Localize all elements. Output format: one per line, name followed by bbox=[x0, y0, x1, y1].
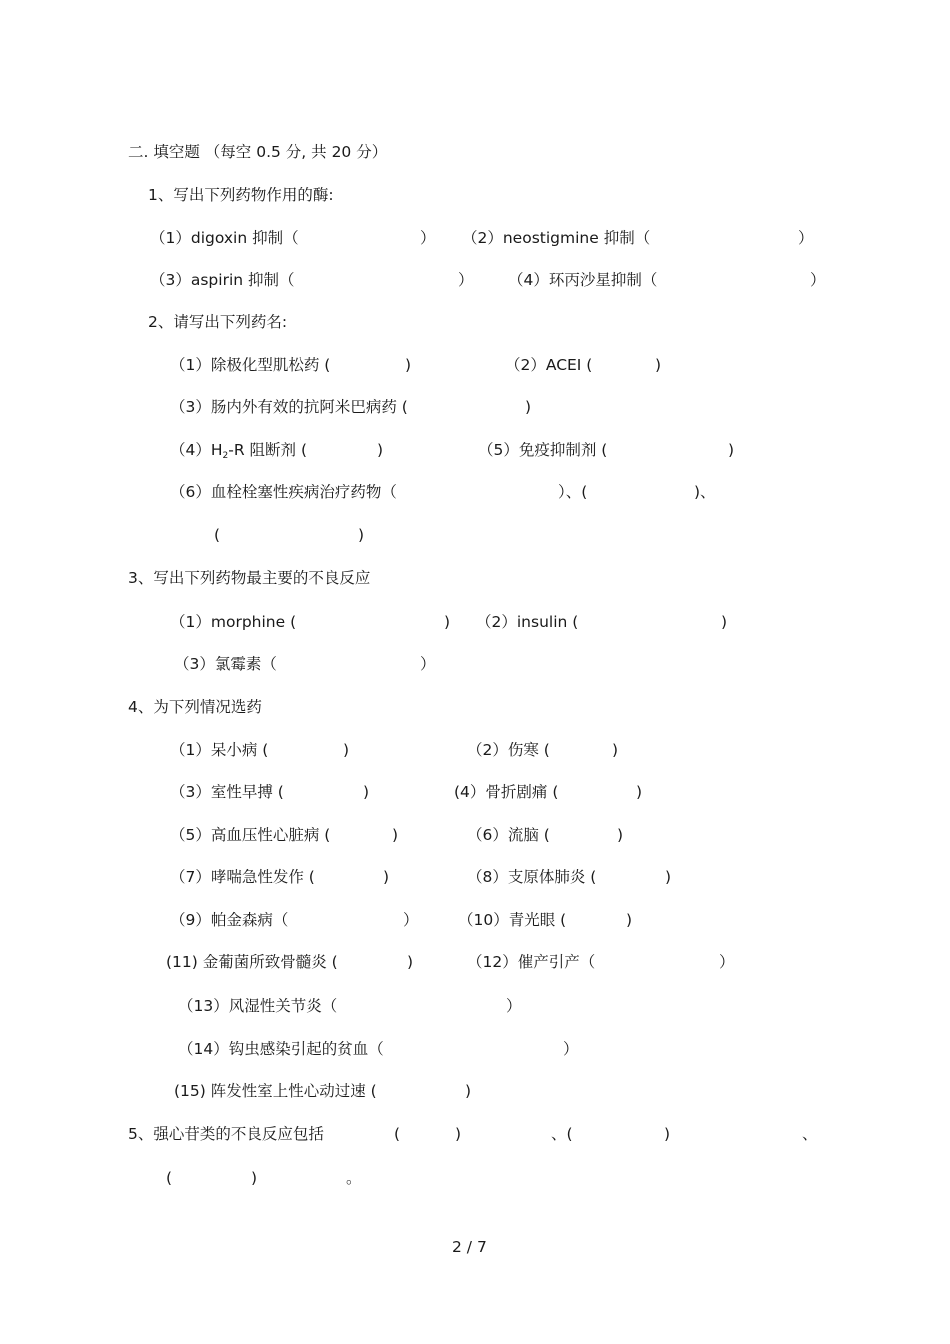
q4-item-3-close: ) bbox=[363, 783, 370, 801]
q4-item-7: （7）哮喘急性发作 ( bbox=[170, 868, 315, 886]
q4-item-13-close: ） bbox=[506, 997, 522, 1015]
q4-item-10-close: ) bbox=[626, 911, 633, 929]
q4-item-6: （6）流脑 ( bbox=[467, 826, 550, 844]
q1-item-1-close: ） bbox=[420, 229, 436, 247]
q2-item-6-sep-2: )、 bbox=[694, 483, 716, 501]
q4-item-2-close: ) bbox=[612, 741, 619, 759]
q2-item-6: （6）血栓栓塞性疾病治疗药物（ bbox=[170, 483, 397, 501]
q3-item-1: （1）morphine ( bbox=[170, 613, 297, 631]
q4-item-4: (4）骨折剧痛 ( bbox=[454, 783, 559, 801]
q4-item-6-close: ) bbox=[617, 826, 624, 844]
q4-item-2: （2）伤寒 ( bbox=[467, 741, 550, 759]
q4-item-8: （8）支原体肺炎 ( bbox=[467, 868, 597, 886]
section-heading: 二. 填空题 （每空 0.5 分, 共 20 分） bbox=[128, 143, 388, 161]
q2-item-3: （3）肠内外有效的抗阿米巴病药 ( bbox=[170, 398, 408, 416]
q2-item-6-sep-1: ）、( bbox=[558, 483, 588, 501]
q5-blank-1-close: ) bbox=[455, 1125, 462, 1143]
q5-separator: 、 bbox=[802, 1125, 818, 1143]
q1-item-3-close: ） bbox=[458, 271, 474, 289]
q3-item-1-close: ) bbox=[444, 613, 451, 631]
q2-item-2: （2）ACEI ( bbox=[505, 356, 593, 374]
q2-item-6-cont-close: ) bbox=[358, 526, 365, 544]
q1-item-2-close: ） bbox=[798, 229, 814, 247]
q1-item-2: （2）neostigmine 抑制（ bbox=[462, 229, 651, 247]
q4-item-5-close: ) bbox=[392, 826, 399, 844]
q5-title: 5、强心苷类的不良反应包括 bbox=[128, 1125, 324, 1143]
q4-item-7-close: ) bbox=[383, 868, 390, 886]
q4-item-10: （10）青光眼 ( bbox=[458, 911, 567, 929]
q4-title: 4、为下列情况选药 bbox=[128, 698, 262, 716]
q4-item-12-close: ） bbox=[719, 953, 735, 971]
q3-item-3-close: ） bbox=[420, 655, 436, 673]
q4-item-1: （1）呆小病 ( bbox=[170, 741, 269, 759]
q2-item-3-close: ) bbox=[525, 398, 532, 416]
q2-title: 2、请写出下列药名: bbox=[148, 313, 288, 331]
q4-item-13: （13）风湿性关节炎（ bbox=[178, 997, 338, 1015]
q2-item-2-close: ) bbox=[655, 356, 662, 374]
q5-blank-3-open: ( bbox=[166, 1169, 173, 1187]
q4-item-15: (15) 阵发性室上性心动过速 ( bbox=[174, 1082, 377, 1100]
q1-item-1: （1）digoxin 抑制（ bbox=[150, 229, 299, 247]
q2-item-1-close: ) bbox=[405, 356, 412, 374]
q4-item-9-close: ） bbox=[403, 911, 419, 929]
q5-blank-3-close: ) bbox=[251, 1169, 258, 1187]
q4-item-1-close: ) bbox=[343, 741, 350, 759]
q3-item-2: （2）insulin ( bbox=[476, 613, 579, 631]
q2-item-1: （1）除极化型肌松药 ( bbox=[170, 356, 331, 374]
q2-item-6-cont-open: ( bbox=[214, 526, 221, 544]
q5-blank-1-open: ( bbox=[394, 1125, 401, 1143]
q5-blank-2-open: 、( bbox=[551, 1125, 573, 1143]
q3-item-2-close: ) bbox=[721, 613, 728, 631]
q3-title: 3、写出下列药物最主要的不良反应 bbox=[128, 569, 371, 587]
q4-item-11-close: ) bbox=[407, 953, 414, 971]
q2-item-5-close: ) bbox=[728, 441, 735, 459]
q3-item-3: （3）氯霉素（ bbox=[174, 655, 277, 673]
q4-item-8-close: ) bbox=[665, 868, 672, 886]
q1-title: 1、写出下列药物作用的酶: bbox=[148, 186, 334, 204]
q4-item-4-close: ) bbox=[636, 783, 643, 801]
q4-item-14: （14）钩虫感染引起的贫血（ bbox=[178, 1040, 384, 1058]
q4-item-3: （3）室性早搏 ( bbox=[170, 783, 284, 801]
q4-item-12: （12）催产引产（ bbox=[467, 953, 596, 971]
q1-item-4: （4）环丙沙星抑制（ bbox=[508, 271, 658, 289]
q2-item-4-close: ) bbox=[377, 441, 384, 459]
q5-end-mark: 。 bbox=[346, 1169, 362, 1187]
q4-item-9: （9）帕金森病（ bbox=[170, 911, 289, 929]
q4-item-15-close: ) bbox=[465, 1082, 472, 1100]
q2-item-4: $(4)H_2-R$ 阻断剂 ( bbox=[170, 441, 308, 461]
q4-item-5: （5）高血压性心脏病 ( bbox=[170, 826, 331, 844]
page-number: 2 / 7 bbox=[452, 1238, 487, 1256]
q1-item-3: （3）aspirin 抑制（ bbox=[150, 271, 295, 289]
q5-blank-2-close: ) bbox=[664, 1125, 671, 1143]
q1-item-4-close: ） bbox=[810, 271, 826, 289]
q4-item-11: (11) 金葡菌所致骨髓炎 ( bbox=[166, 953, 338, 971]
q2-item-5: （5）免疫抑制剂 ( bbox=[478, 441, 608, 459]
q4-item-14-close: ） bbox=[563, 1040, 579, 1058]
